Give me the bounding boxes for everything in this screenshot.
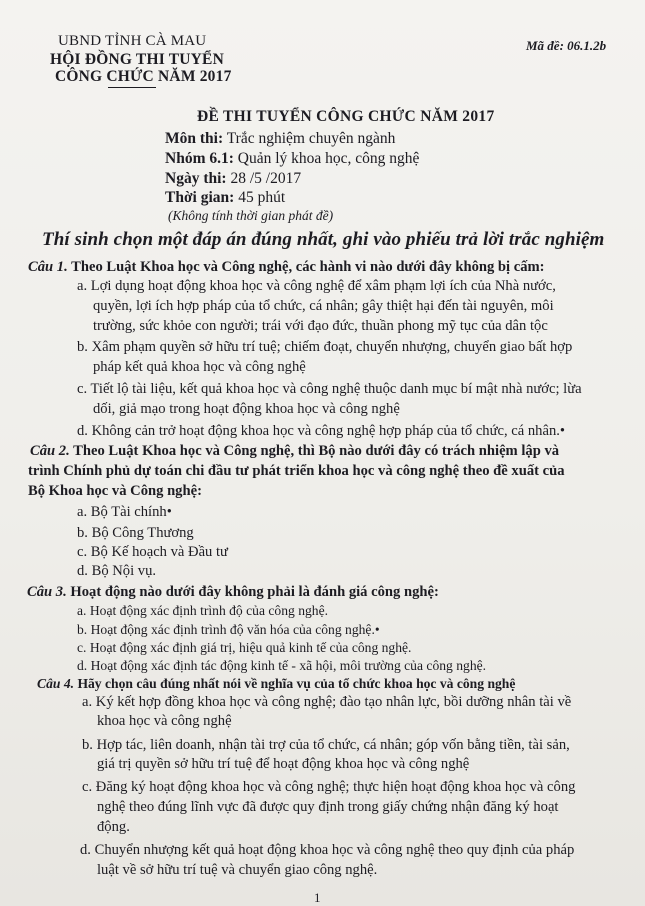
q4-option-b-line-1: b. Hợp tác, liên doanh, nhận tài trợ của tổ chức, cá nhân; góp vốn bằng tiền, tài sản,	[82, 737, 570, 753]
q4-option-a-line-2: khoa học và công nghệ	[97, 713, 232, 729]
question-2-number: Câu 2.	[30, 443, 70, 459]
question-3-text: Hoạt động nào dưới đây không phải là đánh giá công nghệ:	[70, 584, 439, 600]
question-2-text-line-3: Bộ Khoa học và Công nghệ:	[28, 483, 202, 499]
council-line-2: CÔNG CHỨC NĂM 2017	[55, 68, 232, 85]
q4-option-b-line-2: giá trị quyền sở hữu trí tuệ để hoạt động khoa học và công nghệ	[97, 756, 470, 772]
q4-option-c-line-2: nghệ theo đúng lĩnh vực đã được quy định trong giấy chứng nhận đăng ký hoạt	[97, 799, 559, 815]
group-label: Nhóm 6.1:	[165, 150, 234, 167]
q1-option-b-line-1: b. Xâm phạm quyền sở hữu trí tuệ; chiếm đoạt, chuyển nhượng, chuyển giao bất hợp	[77, 339, 573, 355]
header-underline	[108, 87, 156, 88]
question-2	[30, 443, 559, 460]
exam-title: ĐỀ THI TUYỂN CÔNG CHỨC NĂM 2017	[197, 108, 495, 125]
duration-value: 45 phút	[238, 189, 286, 206]
q3-option-c: c. Hoạt động xác định giá trị, hiệu quả kinh tế của công nghệ.	[77, 640, 412, 655]
q1-option-c-line-1: c. Tiết lộ tài liệu, kết quả khoa học và công nghệ thuộc danh mục bí mật nhà nước; lừa	[77, 381, 582, 397]
question-2-text-line-1: Theo Luật Khoa học và Công nghệ, thì Bộ nào dưới đây có trách nhiệm lập và	[73, 443, 560, 459]
exam-note: (Không tính thời gian phát đề)	[168, 208, 334, 223]
question-3-number: Câu 3.	[27, 584, 67, 600]
question-4-number: Câu 4.	[37, 676, 75, 691]
q3-option-a: a. Hoạt động xác định trình độ của công nghệ.	[77, 603, 329, 618]
question-1-number: Câu 1.	[28, 259, 68, 275]
q4-option-d-line-1: d. Chuyển nhượng kết quả hoạt động khoa học và công nghệ theo quy định của pháp	[80, 842, 575, 858]
council-line-1: HỘI ĐỒNG THI TUYỂN	[50, 51, 224, 68]
q2-option-b: b. Bộ Công Thương	[77, 525, 194, 541]
duration-row	[165, 189, 285, 207]
q4-option-a-line-1: a. Ký kết hợp đồng khoa học và công nghệ; đào tạo nhân lực, bồi dưỡng nhân tài về	[82, 694, 572, 710]
q4-option-c-line-3: động.	[97, 819, 130, 835]
q2-option-d: d. Bộ Nội vụ.	[77, 563, 157, 579]
question-1	[28, 259, 545, 276]
question-4	[37, 676, 515, 692]
date-value: 28 /5 /2017	[230, 170, 302, 187]
question-2-text-line-2: trình Chính phủ dự toán chi đầu tư phát triển khoa học và công nghệ theo đề xuất của	[28, 463, 565, 479]
exam-instruction: Thí sinh chọn một đáp án đúng nhất, ghi vào phiếu trả lời trắc nghiệm	[42, 229, 605, 250]
q4-option-c-line-1: c. Đăng ký hoạt động khoa học và công nghệ; thực hiện hoạt động khoa học và công	[82, 779, 576, 795]
q2-option-c: c. Bộ Kế hoạch và Đầu tư	[77, 544, 228, 560]
q1-option-a-line-3: trường, sức khỏe con người; trái với đạo đức, thuần phong mỹ tục của dân tộc	[93, 318, 548, 334]
q1-option-c-line-2: dối, giả mạo trong hoạt động khoa học và công nghệ	[93, 401, 400, 417]
subject-label: Môn thi:	[165, 130, 224, 147]
q4-option-d-line-2: luật về sở hữu trí tuệ và chuyển giao công nghệ.	[97, 862, 378, 878]
q1-option-a-line-1: a. Lợi dụng hoạt động khoa học và công nghệ để xâm phạm lợi ích của Nhà nước,	[77, 278, 556, 294]
duration-label: Thời gian:	[165, 189, 235, 206]
subject-row	[165, 130, 395, 148]
q3-option-d: d. Hoạt động xác định tác động kinh tế - xã hội, môi trường của công nghệ.	[77, 658, 487, 673]
group-value: Quản lý khoa học, công nghệ	[237, 150, 420, 167]
question-1-text: Theo Luật Khoa học và Công nghệ, các hành vi nào dưới đây không bị cấm:	[71, 259, 545, 275]
group-row	[165, 150, 419, 168]
date-row	[165, 170, 301, 188]
q2-option-a: a. Bộ Tài chính•	[77, 504, 172, 520]
question-4-text: Hãy chọn câu đúng nhất nói về nghĩa vụ của tổ chức khoa học và công nghệ	[77, 676, 516, 691]
q1-option-d: d. Không cản trở hoạt động khoa học và công nghệ hợp pháp của tổ chức, cá nhân.•	[77, 423, 566, 439]
exam-code: Mã đề: 06.1.2b	[526, 38, 607, 53]
q1-option-b-line-2: pháp kết quả khoa học và công nghệ	[93, 359, 306, 375]
subject-value: Trắc nghiệm chuyên ngành	[226, 130, 396, 147]
page-number: 1	[314, 890, 321, 905]
date-label: Ngày thi:	[165, 170, 227, 187]
org-name: UBND TỈNH CÀ MAU	[58, 33, 207, 49]
q3-option-b: b. Hoạt động xác định trình độ văn hóa của công nghệ.•	[77, 622, 380, 637]
question-3	[27, 584, 439, 601]
q1-option-a-line-2: quyền, lợi ích hợp pháp của tổ chức, cá nhân; gây thiệt hại đến tài nguyên, môi	[93, 298, 554, 314]
